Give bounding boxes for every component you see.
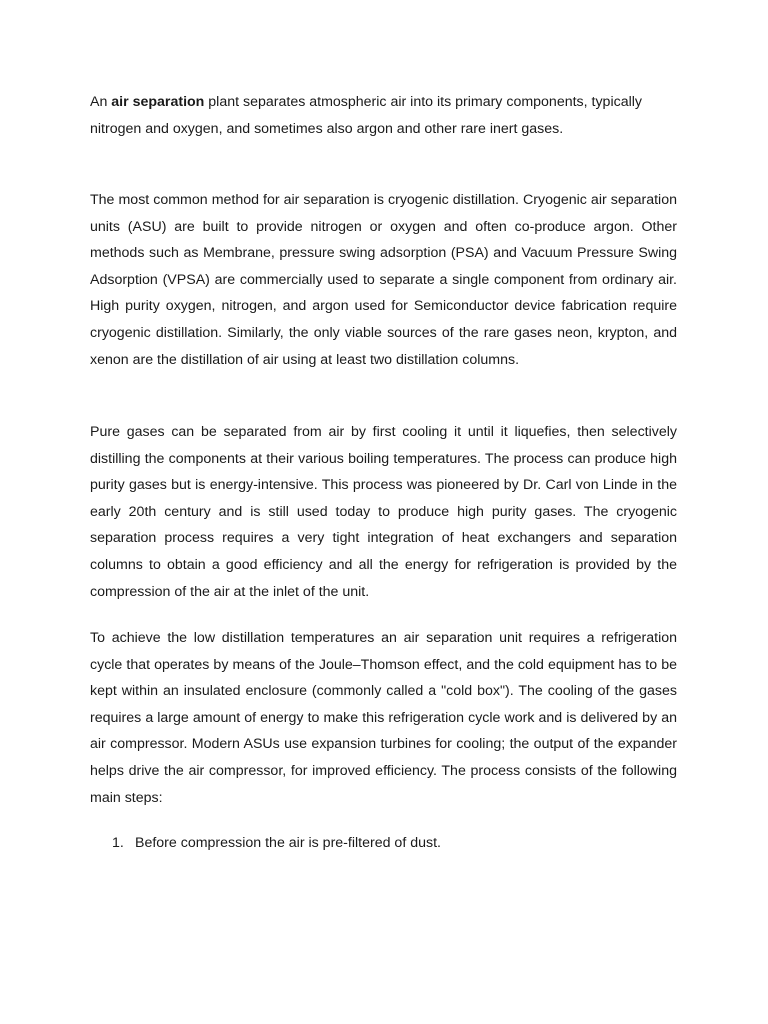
list-item xyxy=(90,830,677,857)
intro-prefix: An xyxy=(90,94,112,110)
intro-rest: plant separates atmospheric air into its primary components, typically nitrogen and oxygen, and sometimes also argon and other rare inert gases. xyxy=(90,94,642,137)
list-item-text: Before compression the air is pre-filtered of dust. xyxy=(135,835,441,851)
process-steps-list xyxy=(90,830,677,857)
paragraph-cryogenic-method: The most common method for air separation is cryogenic distillation. Cryogenic air separation units (ASU) are built to provide nitrogen or oxygen and often co-produce argon. Other methods such as Membrane, pressure swing adsorption (PSA) and Vacuum Pressure Swing Adsorption (VPSA) are commercially used to separate a single component from ordinary air. High purity oxygen, nitrogen, and argon used for Semiconductor device fabrication require cryogenic distillation. Similarly, the only viable sources of the rare gases neon, krypton, and xenon are the distillation of air using at least two distillation columns. xyxy=(90,192,677,368)
paragraph-pure-gases: Pure gases can be separated from air by first cooling it until it liquefies, then selectively distilling the components at their various boiling temperatures. The process can produce high purity gases but is energy-intensive. This process was pioneered by Dr. Carl von Linde in the early 20th century and is still used today to produce high purity gases. The cryogenic separation process requires a very tight integration of heat exchangers and separation columns to obtain a good efficiency and all the energy for refrigeration is provided by the compression of the air at the inlet of the unit. xyxy=(90,424,677,600)
intro-term: air separation xyxy=(111,94,205,110)
list-item-number: 1. xyxy=(112,835,124,851)
paragraph-refrigeration-cycle: To achieve the low distillation temperatures an air separation unit requires a refrigeration cycle that operates by means of the Joule–Thomson effect, and the cold equipment has to be kept within an insulated enclosure (commonly called a "cold box"). The cooling of the gases requires a large amount of energy to make this refrigeration cycle work and is delivered by an air compressor. Modern ASUs use expansion turbines for cooling; the output of the expander helps drive the air compressor, for improved efficiency. The process consists of the following main steps: xyxy=(90,630,677,806)
intro-paragraph xyxy=(90,89,677,142)
